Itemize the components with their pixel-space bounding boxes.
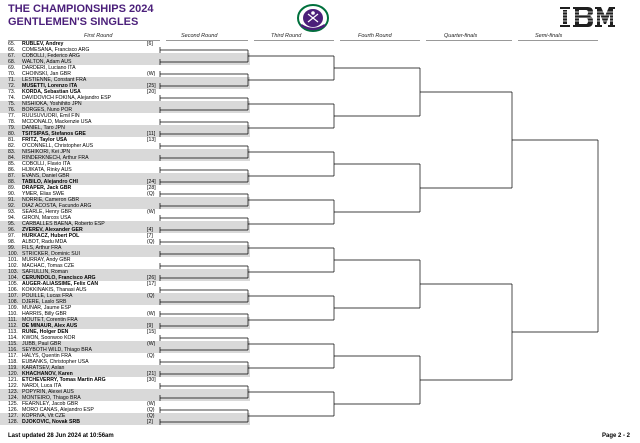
player-seed: [7] [147,233,153,239]
player-name: POPYRIN, Alexei AUS [22,389,74,395]
player-name: RINDERKNECH, Arthur FRA [22,155,89,161]
player-seed: (Q) [147,239,155,245]
player-name: MOUTET, Corentin FRA [22,317,78,323]
player-seed: [28] [147,185,156,191]
player-number: 74. [8,95,16,101]
player-name: KOKKINAKIS, Thanasi AUS [22,287,87,293]
player-number: 76. [8,107,16,113]
player-seed: [2] [147,419,153,425]
player-name: DARDERI, Luciano ITA [22,65,76,71]
player-seed: [9] [147,323,153,329]
player-name: MORO CANAS, Alejandro ESP [22,407,94,413]
player-number: 101. [8,257,19,263]
player-seed: (W) [147,341,156,347]
player-name: MURRAY, Andy GBR [22,257,71,263]
player-seed: [26] [147,275,156,281]
player-number: 73. [8,89,16,95]
player-number: 90. [8,191,16,197]
player-seed: [11] [147,131,156,137]
player-name: STRICKER, Dominic SUI [22,251,80,257]
player-name: DIAZ ACOSTA, Facundo ARG [22,203,92,209]
player-name: MUSETTI, Lorenzo ITA [22,83,78,89]
player-name: SAFIULLIN, Roman [22,269,68,275]
round-header-second: Second Round [181,33,218,39]
player-number: 65. [8,41,16,47]
round-header-quarterfinals: Quarter-finals [444,33,478,39]
round-header-semifinals: Semi-finals [535,33,563,39]
player-name: DE MINAUR, Alex AUS [22,323,78,329]
player-name: YMER, Elias SWE [22,191,65,197]
player-name: RUUSUVUORI, Emil FIN [22,113,80,119]
player-name: FILS, Arthur FRA [22,245,62,251]
player-name: ETCHEVERRY, Tomas Martin ARG [22,377,106,383]
player-name: WALTON, Adam AUS [22,59,72,65]
player-name: KOPRIVA, Vit CZE [22,413,66,419]
round-header-third: Third Round [271,33,302,39]
player-name: LESTIENNE, Constant FRA [22,77,87,83]
player-name: DRAPER, Jack GBR [22,185,72,191]
player-name: SEYBOTH WILD, Thiago BRA [22,347,92,353]
player-number: 127. [8,413,19,419]
player-name: BORGES, Nuno POR [22,107,73,113]
player-name: CHOINSKI, Jan GBR [22,71,72,77]
player-name: NARDI, Luca ITA [22,383,62,389]
player-seed: [15] [147,329,156,335]
player-seed: [13] [147,137,156,143]
player-number: 125. [8,401,19,407]
player-name: POUILLE, Lucas FRA [22,293,73,299]
player-number: 124. [8,395,19,401]
player-number: 85. [8,161,16,167]
player-name: FRITZ, Taylor USA [22,137,68,143]
player-number: 72. [8,83,16,89]
player-number: 121. [8,377,19,383]
player-seed: (W) [147,209,156,215]
ibm-logo-icon [560,6,616,28]
wimbledon-logo-icon [296,3,330,33]
player-number: 84. [8,155,16,161]
last-updated-text: Last updated 28 Jun 2024 at 10:56am [8,433,114,439]
player-number: 98. [8,239,16,245]
player-name: COBOLLI, Flavio ITA [22,161,71,167]
player-name: CERUNDOLO, Francisco ARG [22,275,96,281]
player-number: 120. [8,371,19,377]
player-name: DANIEL, Taro JPN [22,125,65,131]
player-number: 86. [8,167,16,173]
player-seed: [20] [147,89,156,95]
player-number: 70. [8,71,16,77]
player-name: DJOKOVIC, Novak SRB [22,419,80,425]
player-number: 104. [8,275,19,281]
player-number: 96. [8,227,16,233]
player-seed: (W) [147,311,156,317]
player-number: 94. [8,215,16,221]
player-number: 77. [8,113,16,119]
player-seed: [24] [147,179,156,185]
player-name: MCDONALD, Mackenzie USA [22,119,92,125]
player-number: 110. [8,311,18,317]
player-number: 100. [8,251,19,257]
player-seed: [21] [147,371,156,377]
player-number: 95. [8,221,16,227]
page-title: THE CHAMPIONSHIPS 2024 [8,3,154,15]
player-number: 71. [8,77,16,83]
player-number: 114. [8,335,18,341]
header-underline [340,40,420,41]
player-number: 92. [8,203,16,209]
player-number: 97. [8,233,16,239]
event-subtitle: GENTLEMEN'S SINGLES [8,16,139,28]
player-number: 69. [8,65,16,71]
player-seed: [30] [147,377,156,383]
player-name: ZVEREV, Alexander GER [22,227,83,233]
player-number: 82. [8,143,16,149]
player-name: HIJIKATA, Rinky AUS [22,167,72,173]
player-name: AUGER-ALIASSIME, Felix CAN [22,281,99,287]
player-name: NORRIE, Cameron GBR [22,197,80,203]
player-number: 116. [8,347,18,353]
player-number: 66. [8,47,16,53]
player-name: ALBOT, Radu MDA [22,239,67,245]
player-number: 87. [8,173,16,179]
player-number: 79. [8,125,16,131]
player-seed: [25] [147,83,156,89]
player-number: 83. [8,149,16,155]
player-seed: (W) [147,71,156,77]
player-name: SEARLE, Henry GBR [22,209,72,215]
player-name: NISHIOKA, Yoshihito JPN [22,101,82,107]
player-name: KARATSEV, Aslan [22,365,65,371]
player-name: MUNAR, Jaume ESP [22,305,72,311]
player-seed: (Q) [147,413,155,419]
player-name: HARRIS, Billy GBR [22,311,67,317]
player-name: HURKACZ, Hubert POL [22,233,80,239]
player-number: 89. [8,185,16,191]
player-name: KORDA, Sebastian USA [22,89,81,95]
player-name: JUBB, Paul GBR [22,341,62,347]
player-name: TABILO, Alejandro CHI [22,179,78,185]
player-number: 126. [8,407,19,413]
player-number: 99. [8,245,16,251]
header-underline [426,40,512,41]
player-number: 111. [8,317,18,323]
player-name: EUBANKS, Christopher USA [22,359,89,365]
player-number: 102. [8,263,19,269]
player-name: EVANS, Daniel GBR [22,173,70,179]
header-underline [518,40,598,41]
player-number: 78. [8,119,16,125]
player-name: COBOLLI, Federico ARG [22,53,80,59]
player-number: 115. [8,341,18,347]
player-number: 109. [8,305,19,311]
player-number: 117. [8,353,18,359]
player-name: GIRON, Marcos USA [22,215,72,221]
player-name: MACHAC, Tomas CZE [22,263,75,269]
player-row [0,419,250,425]
player-number: 67. [8,53,16,59]
player-number: 68. [8,59,16,65]
player-number: 106. [8,287,19,293]
player-seed: (Q) [147,293,155,299]
header-underline [254,40,334,41]
round-header-first: First Round [84,33,113,39]
player-number: 103. [8,269,19,275]
player-name: KWON, Soonwoo KOR [22,335,76,341]
player-number: 119. [8,365,18,371]
player-name: KHACHANOV, Karen [22,371,73,377]
player-seed: [17] [147,281,156,287]
player-seed: (Q) [147,353,155,359]
player-name: O'CONNELL, Christopher AUS [22,143,94,149]
player-number: 128. [8,419,19,425]
player-name: NISHIKORI, Kei JPN [22,149,71,155]
player-number: 88. [8,179,16,185]
player-seed: [6] [147,41,153,47]
player-name: CARBALLES BAENA, Roberto ESP [22,221,105,227]
player-number: 118. [8,359,18,365]
player-number: 75. [8,101,16,107]
player-number: 105. [8,281,19,287]
player-seed: (Q) [147,191,155,197]
player-number: 93. [8,209,16,215]
player-seed: [4] [147,227,153,233]
player-name: FEARNLEY, Jacob GBR [22,401,79,407]
round-header-fourth: Fourth Round [358,33,392,39]
player-name: DAVIDOVICH FOKINA, Alejandro ESP [22,95,111,101]
player-number: 80. [8,131,16,137]
player-name: RUBLEV, Andrey [22,41,64,47]
player-name: DJERE, Laslo SRB [22,299,67,305]
player-name: MONTEIRO, Thiago BRA [22,395,81,401]
player-name: TSITSIPAS, Stefanos GRE [22,131,86,137]
page-number: Page 2 - 2 [601,433,630,439]
player-number: 122. [8,383,19,389]
player-number: 91. [8,197,16,203]
player-name: COMESANA, Francisco ARG [22,47,90,53]
player-number: 81. [8,137,16,143]
player-number: 107. [8,293,19,299]
round-headers [0,33,640,41]
player-number: 112. [8,323,18,329]
player-number: 108. [8,299,19,305]
player-number: 113. [8,329,18,335]
player-name: HALYS, Quentin FRA [22,353,72,359]
player-seed: (Q) [147,407,155,413]
player-number: 123. [8,389,19,395]
player-seed: (W) [147,401,156,407]
player-name: RUNE, Holger DEN [22,329,69,335]
